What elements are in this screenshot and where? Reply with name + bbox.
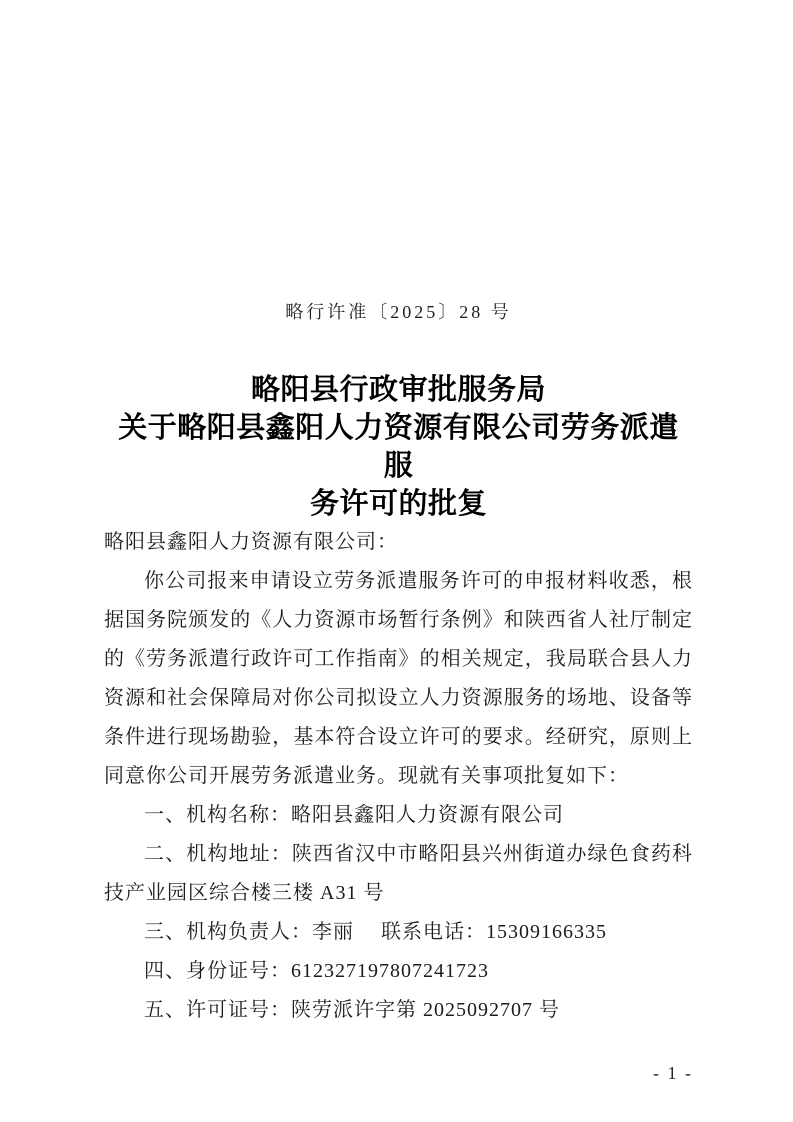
item-line-institution-address-continued: 技产业园区综合楼三楼 A31 号 <box>104 882 385 904</box>
body-line: 据国务院颁发的《人力资源市场暂行条例》和陕西省人社厅制定 <box>104 609 693 631</box>
body-line: 条件进行现场勘验，基本符合设立许可的要求。经研究，原则上 <box>104 726 693 748</box>
item-line-license-number: 五、许可证号：陕劳派许字第 2025092707 号 <box>144 999 560 1021</box>
body-line: 你公司报来申请设立劳务派遣服务许可的申报材料收悉，根 <box>144 570 693 592</box>
document-title-line-1: 略阳县行政审批服务局 <box>250 374 546 406</box>
document-reference-number: 略行许准〔2025〕28 号 <box>285 302 512 322</box>
document-title <box>104 371 693 523</box>
item-line-institution-address: 二、机构地址：陕西省汉中市略阳县兴州街道办绿色食药科 <box>144 843 693 865</box>
document-title-line-3: 务许可的批复 <box>309 488 487 520</box>
page-number: - 1 - <box>653 1063 693 1083</box>
body-line: 的《劳务派遣行政许可工作指南》的相关规定，我局联合县人力 <box>104 648 693 670</box>
body-line: 资源和社会保障局对你公司拟设立人力资源服务的场地、设备等 <box>104 687 693 709</box>
salutation: 略阳县鑫阳人力资源有限公司： <box>104 531 398 553</box>
body-line: 同意你公司开展劳务派遣业务。现就有关事项批复如下： <box>104 765 629 787</box>
item-line-responsible-person: 三、机构负责人：李丽 联系电话：15309166335 <box>144 921 607 943</box>
item-line-id-number: 四、身份证号：612327197807241723 <box>144 960 489 982</box>
item-line-institution-name: 一、机构名称：略阳县鑫阳人力资源有限公司 <box>144 804 564 826</box>
document-body <box>104 523 693 1030</box>
document-title-line-2: 关于略阳县鑫阳人力资源有限公司劳务派遣服 <box>118 412 679 482</box>
